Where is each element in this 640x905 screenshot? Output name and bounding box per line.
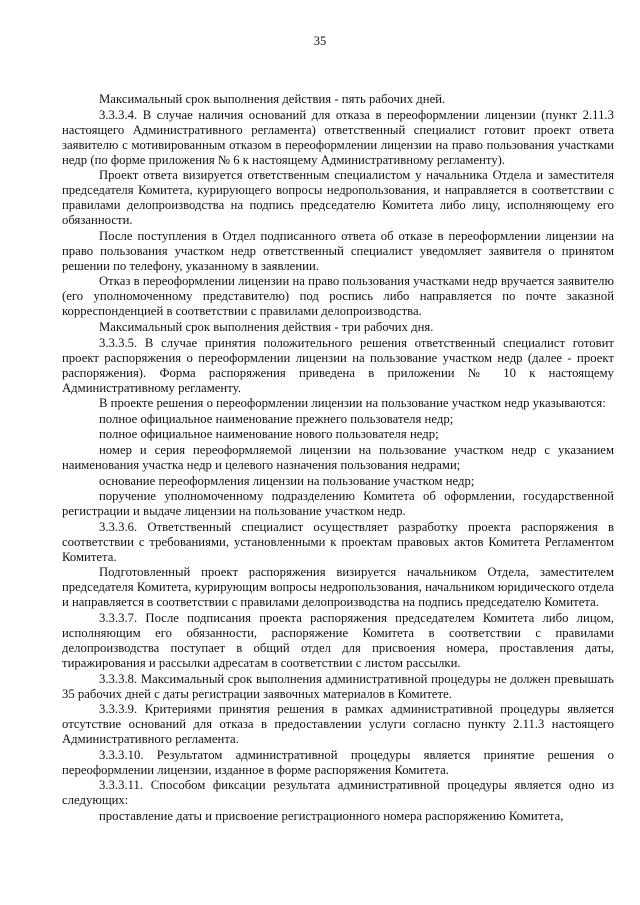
paragraph: 3.3.3.6. Ответственный специалист осуществляет разработку проекта распоряжения в соответствии с требованиями, установленными к проектам правовых актов Комитета Регламентом Комитета. xyxy=(62,519,614,564)
paragraph: 3.3.3.9. Критериями принятия решения в рамках административной процедуры является отсутствие оснований для отказа в предоставлении услуги согласно пункту 2.11.3 настоящего Административного регламента. xyxy=(62,702,614,747)
paragraph: Отказ в переоформлении лицензии на право пользования участками недр вручается заявителю (его уполномоченному представителю) под роспись либо направляется по почте заказной корреспонденцией в соответствии с правилами делопроизводства. xyxy=(62,274,614,319)
paragraph: После поступления в Отдел подписанного ответа об отказе в переоформлении лицензии на право пользования участком недр ответственный специалист уведомляет заявителя о принятом решении по телефону, указанному в заявлении. xyxy=(62,228,614,273)
list-item: полное официальное наименование прежнего пользователя недр; xyxy=(99,411,454,426)
paragraph: Подготовленный проект распоряжения визируется начальником Отдела, заместителем председателя Комитета, курирующим вопросы недропользования, начальником юридического отдела и направляется в соответствии с правилами делопроизводства на подпись председателю Комитета. xyxy=(62,565,614,610)
paragraph: 3.3.3.4. В случае наличия оснований для отказа в переоформлении лицензии (пункт 2.11.3 настоящего Административного регламента) ответственный специалист готовит проект ответа заявителю с мотивированным отказом в переоформлении лицензии на право пользования участками недр (по форме приложения № 6 к настоящему Административному регламенту). xyxy=(62,107,614,167)
paragraph: 3.3.3.7. После подписания проекта распоряжения председателем Комитета либо лицом, исполняющим его обязанности, распоряжение Комитета в соответствии с правилами делопроизводства поступает в общий отдел для присвоения номера, проставления даты, тиражирования и рассылки адресатам в соответствии с листом рассылки. xyxy=(62,610,614,670)
paragraph: 3.3.3.11. Способом фиксации результата административной процедуры является одно из следующих: xyxy=(62,778,614,808)
list-item: поручение уполномоченному подразделению Комитета об оформлении, государственной регистрации и выдаче лицензии на пользование участком недр. xyxy=(62,489,614,519)
paragraph: проставление даты и присвоение регистрационного номера распоряжению Комитета, xyxy=(99,808,564,823)
list-item: номер и серия переоформляемой лицензии на пользование участком недр с указанием наименования участка недр и целевого назначения пользования недрами; xyxy=(62,442,614,472)
list-item: основание переоформления лицензии на пользование участком недр; xyxy=(99,473,475,488)
paragraph: 3.3.3.8. Максимальный срок выполнения административной процедуры не должен превышать 35 рабочих дней с даты регистрации заявочных материалов в Комитете. xyxy=(62,671,614,701)
list-item: полное официальное наименование нового пользователя недр; xyxy=(99,427,439,442)
paragraph: Максимальный срок выполнения действия - пять рабочих дней. xyxy=(99,92,446,106)
paragraph: В проекте решения о переоформлении лицензии на пользование участком недр указываются: xyxy=(99,396,606,411)
page-number: 35 xyxy=(313,34,327,48)
document-body xyxy=(62,92,614,824)
paragraph: 3.3.3.10. Результатом административной процедуры является принятие решения о переоформлении лицензии, изданное в форме распоряжения Комитета. xyxy=(62,747,614,777)
paragraph: Проект ответа визируется ответственным специалистом у начальника Отдела и заместителя председателя Комитета, курирующего вопросы недропользования, и направляется в соответствии с правилами делопроизводства на подпись председателю Комитета либо лицу, исполняющему его обязанности. xyxy=(62,168,614,228)
paragraph: Максимальный срок выполнения действия - три рабочих дня. xyxy=(99,319,434,334)
paragraph: 3.3.3.5. В случае принятия положительного решения ответственный специалист готовит проект распоряжения о переоформлении лицензии на пользование участком недр (далее - проект распоряжения). Форма распоряжения приведена в приложении № 10 к настоящему Административному регламенту. xyxy=(62,335,614,395)
